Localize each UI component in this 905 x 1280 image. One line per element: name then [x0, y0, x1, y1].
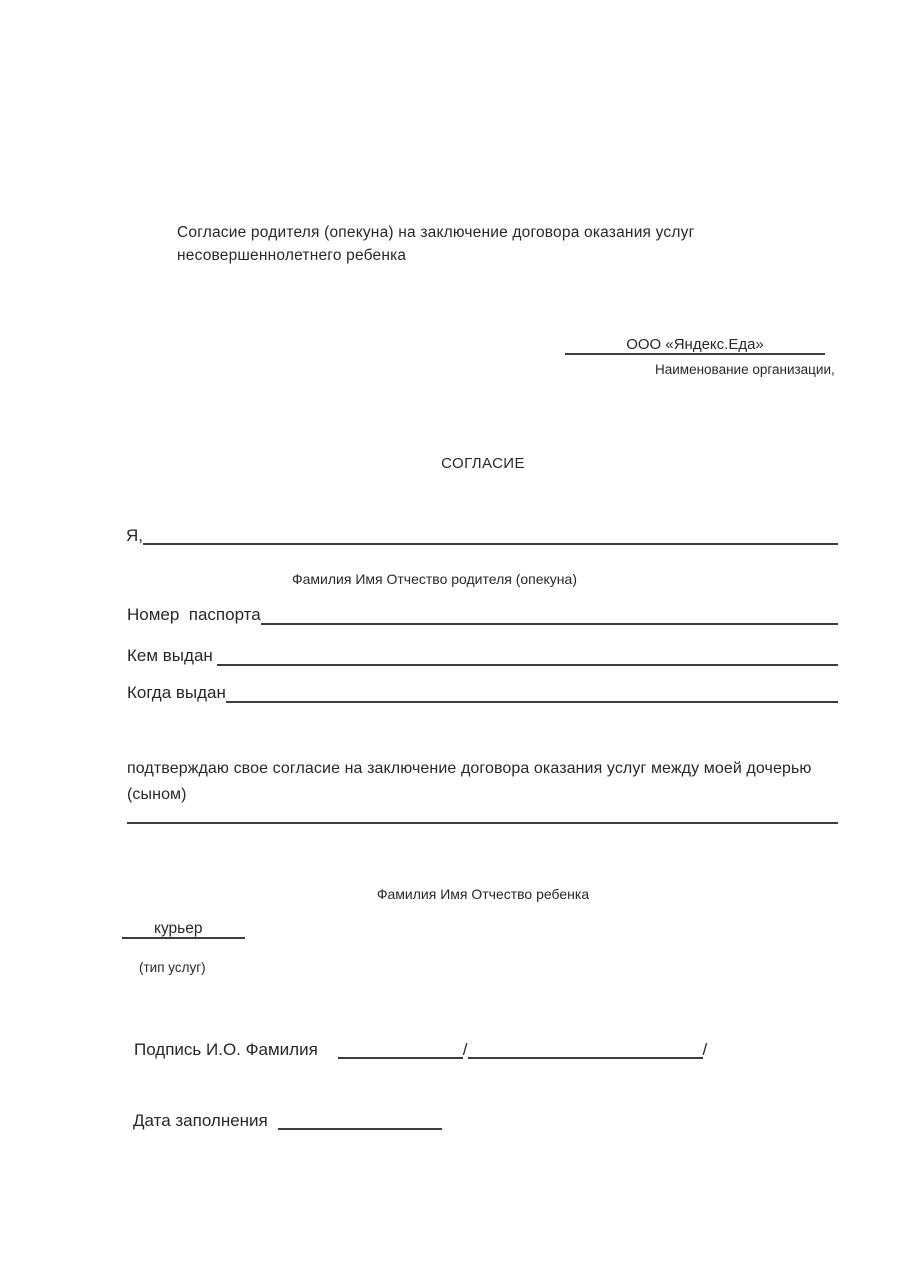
issued-by-row — [127, 646, 838, 666]
issued-by-blank — [217, 646, 838, 666]
fill-date-row — [133, 1112, 442, 1130]
consent-heading: СОГЛАСИЕ — [441, 455, 525, 472]
signature-row — [134, 1040, 707, 1059]
service-type-caption: (тип услуг) — [139, 960, 206, 975]
signature-separator-end: / — [702, 1040, 708, 1059]
declarant-row — [126, 527, 838, 545]
fill-date-blank — [278, 1112, 442, 1130]
issued-when-blank — [226, 683, 838, 703]
organization-caption: Наименование организации, — [655, 362, 835, 377]
fill-date-label: Дата заполнения — [133, 1111, 268, 1130]
service-type-blank — [122, 920, 245, 939]
child-name-caption: Фамилия Имя Отчество ребенка — [376, 886, 590, 902]
issued-when-label: Когда выдан — [127, 683, 226, 702]
passport-number-row — [127, 605, 838, 625]
issued-by-label: Кем выдан — [127, 646, 213, 665]
organization-name-blank — [565, 336, 825, 355]
document-title: Согласие родителя (опекуна) на заключение договора оказания услуг несовершеннолетнего ребенка — [177, 224, 695, 264]
passport-number-label: Номер паспорта — [127, 605, 261, 624]
passport-number-blank — [261, 605, 838, 625]
declarant-caption: Фамилия Имя Отчество родителя (опекуна) — [292, 571, 577, 587]
consent-statement: подтверждаю свое согласие на заключение договора оказания услуг между моей дочерью (сыном) — [127, 760, 812, 803]
declarant-name-blank — [143, 527, 838, 545]
child-name-blank — [127, 804, 838, 824]
signature-label: Подпись И.О. Фамилия — [134, 1040, 318, 1059]
issued-when-row — [127, 683, 838, 703]
signature-fullname-blank — [468, 1040, 703, 1059]
declarant-label: Я, — [126, 526, 143, 545]
signature-separator: / — [462, 1040, 468, 1059]
signature-blank — [338, 1040, 463, 1059]
organization-name: ООО «Яндекс.Еда» — [626, 336, 764, 353]
service-type-value: курьер — [154, 920, 203, 937]
